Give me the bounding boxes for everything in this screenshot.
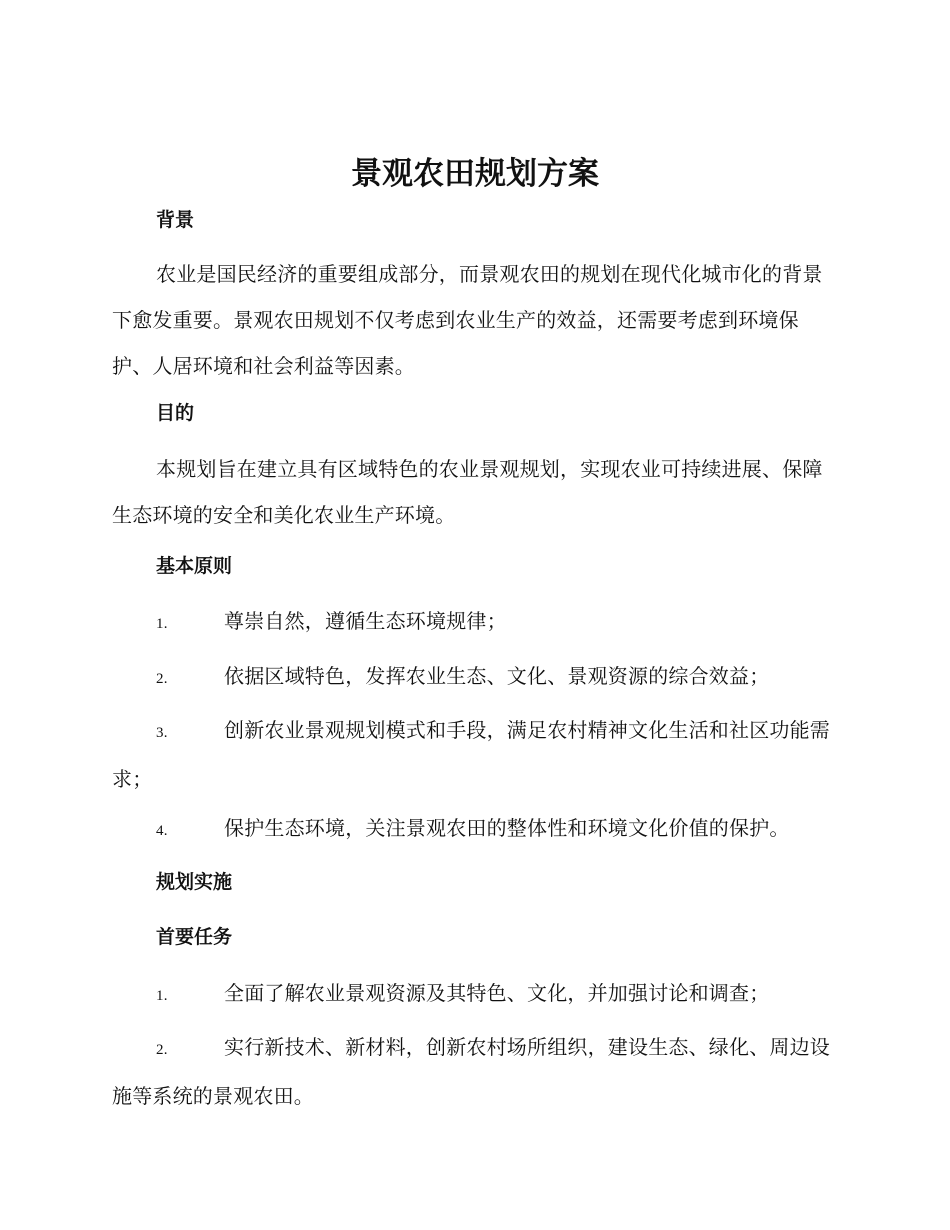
list-item-number: 1. [156, 616, 168, 632]
list-item-text: 保护生态环境，关注景观农田的整体性和环境文化价值的保护。 [224, 816, 790, 840]
document-title: 景观农田规划方案 [351, 156, 599, 192]
heading-background: 背景 [156, 209, 195, 231]
list-item-text: 尊崇自然，遵循生态环境规律； [224, 609, 507, 633]
list-item-text: 实行新技术、新材料，创新农村场所组织，建设生态、绿化、周边设施等系统的景观农田。 [112, 1035, 830, 1108]
list-item [112, 805, 838, 854]
list-item [112, 598, 838, 647]
paragraph-purpose: 本规划旨在建立具有区域特色的农业景观规划，实现农业可持续进展、保障生态环境的安全和美化农业生产环境。 [112, 457, 823, 527]
list-item-number: 1. [156, 988, 168, 1004]
list-item-number: 2. [156, 1042, 168, 1058]
list-item-number: 4. [156, 823, 168, 839]
paragraph-background: 农业是国民经济的重要组成部分，而景观农田的规划在现代化城市化的背景下愈发重要。景观农田规划不仅考虑到农业生产的效益，还需要考虑到环境保护、人居环境和社会利益等因素。 [112, 262, 823, 378]
heading-primary-tasks: 首要任务 [156, 926, 233, 948]
heading-implementation: 规划实施 [156, 871, 233, 893]
list-item-text: 全面了解农业景观资源及其特色、文化，并加强讨论和调查； [224, 981, 770, 1005]
heading-purpose: 目的 [156, 402, 195, 424]
list-item-text: 依据区域特色，发挥农业生态、文化、景观资源的综合效益； [224, 664, 770, 688]
list-item [112, 970, 838, 1019]
list-item-text: 创新农业景观规划模式和手段，满足农村精神文化生活和社区功能需求； [112, 718, 830, 791]
list-item [112, 707, 838, 802]
heading-principles: 基本原则 [156, 555, 233, 577]
list-item [112, 653, 838, 702]
list-item [112, 1024, 838, 1119]
list-item-number: 2. [156, 671, 168, 687]
list-item-number: 3. [156, 725, 168, 741]
